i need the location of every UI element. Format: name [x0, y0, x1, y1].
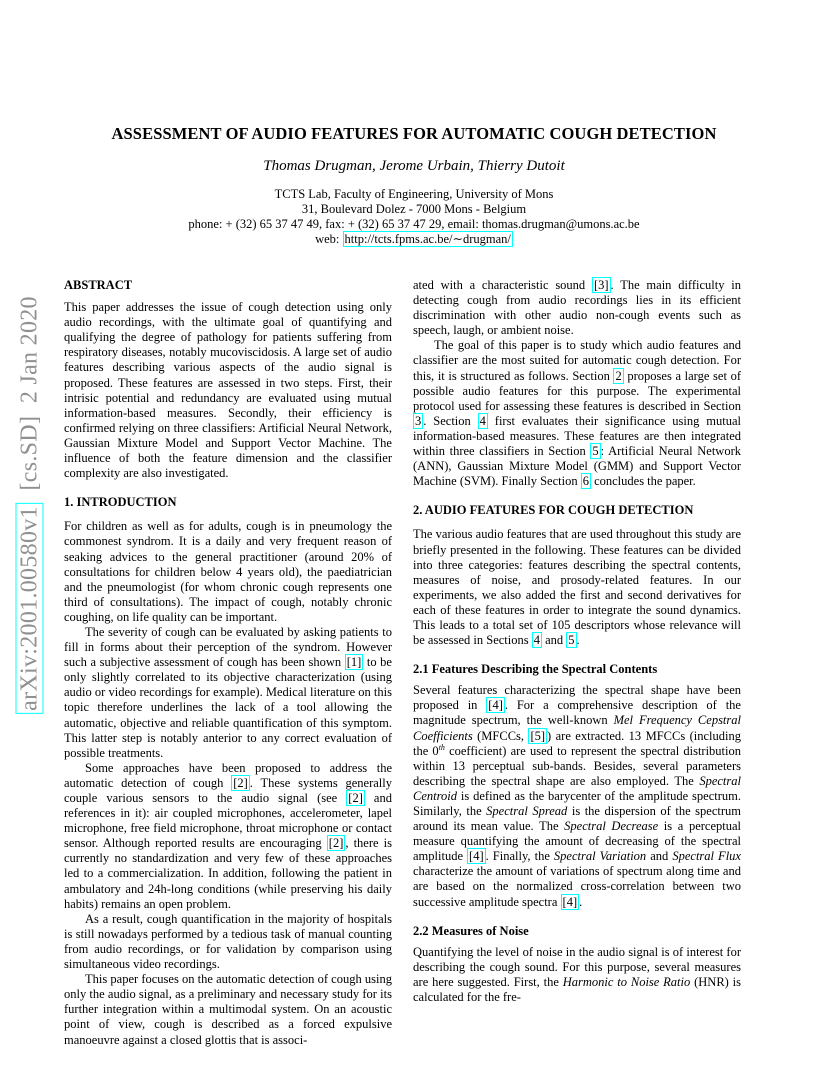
- citation-link[interactable]: [3]: [593, 278, 609, 292]
- section-link[interactable]: 5: [568, 633, 575, 648]
- citation-link[interactable]: [2]: [328, 836, 344, 851]
- right-paragraph-1: ated with a characteristic sound [3] . The main difficulty in detecting cough from audio recordings lies in its efficient discrimination with other audio non-cough events such as speech, laugh, or ambient noise.: [413, 278, 741, 338]
- citation-link[interactable]: [5]: [530, 728, 546, 743]
- paper-title: ASSESSMENT OF AUDIO FEATURES FOR AUTOMATIC COUGH DETECTION: [111, 124, 717, 143]
- section-2-paragraph: The various audio features that are used throughout this study are briefly presented in the following. These features can be divided into three categories: features describing the spectral contents, measures of noise, and prosody-related features. In our experiments, we also added the first and second derivatives for each of these features in order to integrate the sound dynamics. This leads to a total set of 105 descriptors whose relevance will be assessed in Sections 4 and 5 .: [413, 527, 741, 648]
- intro-paragraph-3: Some approaches have been proposed to address the automatic detection of cough [2] . These systems generally couple various sensors to the audio signal (see [2] and references in it): air coupled microphones, accelerometer, lapel microphone, free field microphone, throat microphone or contact sensor. Although reported results are encouraging [2] , there is currently no standardization and very few of these approaches led to a commercialization. In addition, following the patient in ambulatory and 24h-long conditions (while preserving his daily habits) remains an open problem.: [64, 760, 392, 911]
- citation-link[interactable]: [1]: [346, 655, 362, 670]
- arxiv-stamp: [17, 296, 44, 714]
- affiliation-line: TCTS Lab, Faculty of Engineering, University of Mons: [274, 187, 554, 201]
- section-link[interactable]: 5: [592, 444, 599, 459]
- intro-paragraph-4: As a result, cough quantification in the majority of hospitals is still nowadays performed by a tedious task of manual counting from audio recordings, or for validation by comparison using simultaneous video recordings.: [64, 911, 392, 972]
- intro-paragraph-1: For children as well as for adults, cough is in pneumology the commonest syndrom. It is a daily and very frequent reason of seaking advices to the general practitioner (around 20% of consultations for children below 4 years old), the paediatrician and the pneumologist (for whom chronic cough represents one third of consultations). The impact of cough, notably chronic coughing, on life quality can be important.: [64, 519, 392, 624]
- intro-heading: 1. INTRODUCTION: [64, 495, 177, 510]
- contact-line: phone: + (32) 65 37 47 49, fax: + (32) 65 37 47 29, email: thomas.drugman@umons.ac.be: [188, 217, 640, 231]
- section-link[interactable]: 4: [479, 413, 486, 428]
- paper-authors: Thomas Drugman, Jerome Urbain, Thierry Dutoit: [263, 158, 565, 174]
- address-line: 31, Boulevard Dolez - 7000 Mons - Belgium: [301, 202, 527, 216]
- subsection-2-2-heading: 2.2 Measures of Noise: [413, 923, 529, 938]
- intro-paragraph-2: The severity of cough can be evaluated by asking patients to fill in forms about their perception of the syndrom. However such a subjective assessment of cough has been shown [1] to be only slightly correlated to its objective characterization (using audio or video recordings for example). Medical literature on this topic therefore underlines the lack of a tool allowing the automatic, objective and reliable quantification of this symptom. This latter step is notably anterior to any correct evaluation of possible treatments.: [64, 624, 392, 760]
- section-2-heading: 2. AUDIO FEATURES FOR COUGH DETECTION: [413, 503, 694, 518]
- citation-link[interactable]: [4]: [488, 698, 503, 713]
- subsection-2-2-paragraph: Quantifying the level of noise in the audio signal is of interest for describing the cough sound. For this purpose, several measures are here suggested. First, the Harmonic to Noise Ratio (HNR) is calculated for the fre-: [413, 944, 742, 1005]
- section-link[interactable]: 2: [615, 368, 622, 383]
- left-column: [64, 278, 392, 1048]
- arxiv-id-link[interactable]: arXiv:2001.00580v1: [16, 503, 44, 714]
- citation-link[interactable]: [4]: [469, 849, 484, 864]
- web-line: [64, 232, 764, 247]
- affiliation-block: [64, 187, 764, 247]
- right-paragraph-2: The goal of this paper is to study which audio features and classifier are the most suited for automatic cough detection. For this, it is structured as follows. Section 2 proposes a large set of possible audio features for this purpose. The experimental protocol used for assessing these features is described in Section 3 . Section 4 first evaluates their significance using mutual information-based measures. These features are then integrated within three classifiers in Section 5 : Artificial Neural Network (ANN), Gaussian Mixture Model (GMM) and Support Vector Machine (SVM). Finally Section 6 concludes the paper.: [413, 338, 741, 489]
- arxiv-sidebar: [10, 265, 50, 745]
- subsection-2-1-paragraph: Several features characterizing the spectral shape have been proposed in [4] . For a comprehensive description of the magnitude spectrum, the well-known Mel Frequency Cepstral Coefficients (MFCCs, [5] ) are extracted. 13 MFCCs (including the 0th coefficient) are used to represent the spectral distribution within 13 perceptual sub-bands. Besides, several parameters describing the spectral shape are also employed. The Spectral Centroid is defined as the barycenter of the amplitude spectrum. Similarly, the Spectral Spread is the dispersion of the spectrum around its mean value. The Spectral Decrease is a perceptual measure quantifying the amount of decreasing of the spectral amplitude [4] . Finally, the Spectral Variation and Spectral Flux characterize the amount of variations of spectrum along time and are based on the normalized cross-correlation between two successive amplitude spectra [4] .: [413, 683, 741, 909]
- web-url-link[interactable]: http://tcts.fpms.ac.be/∼drugman/: [344, 232, 511, 246]
- abstract-text: This paper addresses the issue of cough detection using only audio recordings, with the ultimate goal of quantifying and qualifying the degree of pathology for patients suffering from respiratory diseases, notably mucoviscidosis. A large set of audio features describing various aspects of the audio signal is proposed. These features are assessed in two steps. First, their intrisic potential and redundancy are evaluated using mutual information-based measures. Secondly, their efficiency is confirmed relying on three classifiers: Artificial Neural Network, Gaussian Mixture Model and Support Vector Machine. The influence of both the feature dimension and the classifier complexity are also investigated.: [64, 300, 392, 481]
- web-label: web:: [315, 232, 343, 246]
- section-link[interactable]: 3: [415, 413, 422, 428]
- right-column: [413, 278, 741, 1005]
- subsection-2-1-heading: 2.1 Features Describing the Spectral Contents: [413, 662, 658, 677]
- arxiv-category: [cs.SD]: [16, 415, 43, 491]
- citation-link[interactable]: [4]: [562, 894, 578, 909]
- intro-paragraph-5: This paper focuses on the automatic detection of cough using only the audio signal, as a preliminary and necessary study for its further integration within a multimodal system. On an acoustic point of view, cough is described as a forced expulsive manoeuvre against a closed glottis that is associ-: [64, 972, 392, 1047]
- citation-link[interactable]: [2]: [348, 791, 363, 805]
- citation-link[interactable]: [2]: [233, 775, 248, 790]
- arxiv-date: 2 Jan 2020: [16, 296, 43, 404]
- section-link[interactable]: 6: [582, 474, 589, 489]
- abstract-heading: ABSTRACT: [64, 278, 133, 292]
- section-link[interactable]: 4: [533, 633, 540, 648]
